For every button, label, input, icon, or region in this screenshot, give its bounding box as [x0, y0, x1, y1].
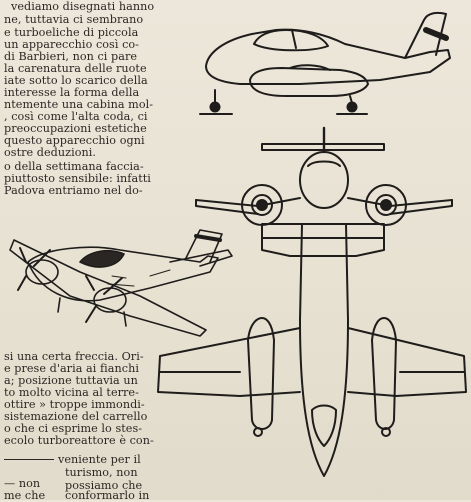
text-line: questo apparecchio ogni: [4, 134, 145, 147]
text-line: conformarlo in: [65, 489, 150, 502]
text-line: iate sotto lo scarico della: [4, 74, 148, 87]
text-line: e prese d'aria ai fianchi: [4, 362, 139, 375]
text-line: vediamo disegnati hanno: [11, 0, 155, 13]
aircraft-perspective-sketch: [10, 230, 232, 336]
text-line: a; posizione tuttavia un: [4, 374, 138, 387]
text-line: , così come l'alta coda, ci: [4, 110, 148, 123]
text-line: o che ci esprime lo stes-: [4, 422, 143, 435]
aircraft-side-view: [200, 13, 450, 114]
text-line: e turboeliche di piccola: [4, 26, 139, 39]
text-line: preoccupazioni estetiche: [4, 122, 147, 135]
text-line: ntemente una cabina mol-: [4, 98, 154, 111]
text-line: to molto vicina al terre-: [4, 386, 139, 399]
text-line: ecolo turboreattore è con-: [4, 434, 154, 447]
text-line: ottire » troppe immondi-: [4, 398, 145, 411]
text-line: o della settimana faccia-: [4, 160, 144, 173]
text-line: interesse la forma della: [4, 86, 140, 99]
text-line: possiamo che: [65, 479, 143, 492]
text-line: sistemazione del carrello: [4, 410, 148, 423]
text-line: me che: [4, 489, 46, 502]
text-line: un apparecchio così co-: [4, 38, 140, 51]
text-line: veniente per il: [58, 453, 141, 466]
text-line: turismo, non: [65, 466, 138, 479]
text-line: si una certa freccia. Ori-: [4, 350, 144, 363]
text-line: Padova entriamo nel do-: [4, 184, 143, 197]
text-line: di Barbieri, non ci pare: [4, 50, 138, 63]
aircraft-plan-view: [158, 224, 466, 476]
text-line: piuttosto sensibile: infatti: [4, 172, 151, 185]
text-line: ne, tuttavia ci sembrano: [4, 13, 144, 26]
text-line: ostre deduzioni.: [4, 146, 96, 159]
aircraft-front-view: [196, 128, 452, 225]
text-line: — non: [4, 477, 41, 490]
text-line: la carenatura delle ruote: [4, 62, 147, 75]
